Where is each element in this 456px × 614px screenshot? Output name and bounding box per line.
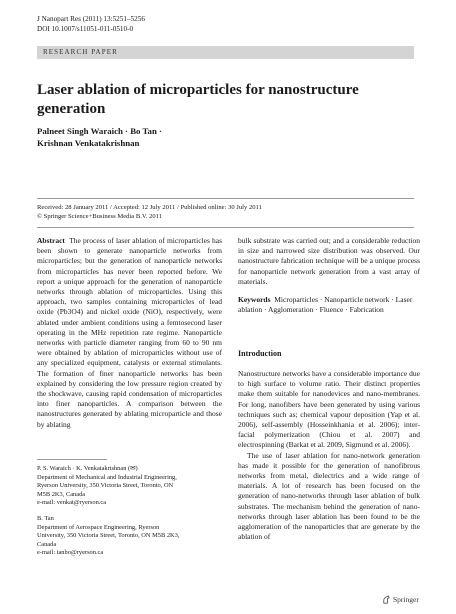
affiliation-authors-1: P. S. Waraich · K. Venkatakrishnan (✉) <box>37 465 138 472</box>
intro-paragraph-1: Nanostructure networks have a considerable importance due to high surface to volume ratio. Their distinct properties make them suitable for nanodevices and nano-membranes. For long, nanofibers have been generated by using various techniques such as; chemical vapour deposition (Yap et al. 2006), self-assembly (Hosseinkhania et al. 2006); inter-facial polymerization (Chiou et al. 2007) and electrospinning (Barkat et al. 2009, Sigmund et al. 2006). <box>238 369 420 450</box>
authors-line-1: Palneet Singh Waraich · Bo Tan · <box>37 126 162 136</box>
author-list <box>37 126 337 149</box>
paper-title: Laser ablation of microparticles for nanostructure generation <box>37 82 359 117</box>
publisher-footer <box>382 595 419 604</box>
keywords-heading: Keywords <box>238 295 271 304</box>
affiliation-authors-2: B. Tan <box>37 514 54 522</box>
journal-citation: J Nanopart Res (2011) 13:5251–5256 <box>37 15 145 23</box>
affiliation-line: Ryerson University, 350 Victoria Street, Toronto, ON <box>37 482 174 490</box>
keywords-text: Microparticles · Nanoparticle network · Laser ablation · Agglomeration · Fluence · Fabrication <box>238 295 413 315</box>
abstract-heading: Abstract <box>37 236 65 245</box>
email-tanbo[interactable]: e-mail: tanbo@ryerson.ca <box>37 549 104 557</box>
springer-horse-icon <box>382 595 391 604</box>
keywords-block <box>238 295 420 315</box>
affiliation-line: University, 350 Victoria Street, Toronto, ON M5B 2K3, <box>37 532 180 540</box>
affiliations <box>37 465 222 558</box>
section-label: RESEARCH PAPER <box>43 48 118 56</box>
affiliation-line: Department of Mechanical and Industrial Engineering, <box>37 473 177 481</box>
abstract-block <box>37 236 222 456</box>
affiliation-line: M5B 2K3, Canada <box>37 490 86 498</box>
introduction-body <box>238 369 420 587</box>
doi: DOI 10.1007/s11051-011-0510-0 <box>37 24 134 33</box>
publication-dates <box>37 203 417 221</box>
affiliation-line: Canada <box>37 540 57 548</box>
footnote-divider <box>37 459 107 460</box>
abstract-continued: bulk substrate was carried out; and a considerable reduction in size and narrowed size distribution was observed. Our nanostructure fabrication technique will be a unique process for nanoparticle network generation from a vast array of materials. <box>238 236 420 286</box>
copyright-line: © Springer Science+Business Media B.V. 2011 <box>37 213 163 220</box>
dates-line: Received: 28 January 2011 / Accepted: 12 July 2011 / Published online: 30 July 2011 <box>37 204 262 211</box>
divider <box>37 198 414 199</box>
intro-paragraph-2: The use of laser ablation for nano-network generation has made it possible for the generation of nanofibrous networks from metal, dielectrics and a wide range of materials. A lot of research has been focused on the generation of nano-networks through laser ablation of bulk substrates. The mechanism behind the generation of nano-networks through laser ablation has been found to be the agglomeration of the nanoparticles that are generate by the ablation of <box>238 450 420 542</box>
introduction-heading: Introduction <box>238 349 282 358</box>
authors-line-2: Krishnan Venkatakrishnan <box>37 137 140 148</box>
abstract-text: The process of laser ablation of microparticles has been shown to generate nanoparticle networks from microparticles; but the generation of nanoparticle networks from microparticles has never been reported before. We report a unique approach for the generation of nanoparticle networks through ablation of microparticles. Using this approach, two samples containing microparticles of lead oxide (Pb3O4) and nickel oxide (NiO), respectively, were ablated under ambient conditions using a femtosecond laser operating in the MHz repetition rate regime. Nanoparticle networks with particle diameter ranging from 60 to 90 nm were obtained by ablation of microparticles without use of any specialized equipment, catalysts or external stimulants. The formation of finer nanoparticle networks has been explained by considering the low pressure region created by the shockwave, causing rapid condensation of microparticles into finer nanoparticles. A comparison between the nanostructures generated by ablating microparticle and those by ablating <box>37 236 222 429</box>
section-label-bar <box>37 46 414 59</box>
affiliation-line: Department of Aerospace Engineering, Ryerson <box>37 523 160 531</box>
journal-header <box>37 15 145 34</box>
email-venkat[interactable]: e-mail: venkat@ryerson.ca <box>37 499 107 507</box>
publisher-name: Springer <box>393 595 419 604</box>
divider <box>37 227 414 228</box>
